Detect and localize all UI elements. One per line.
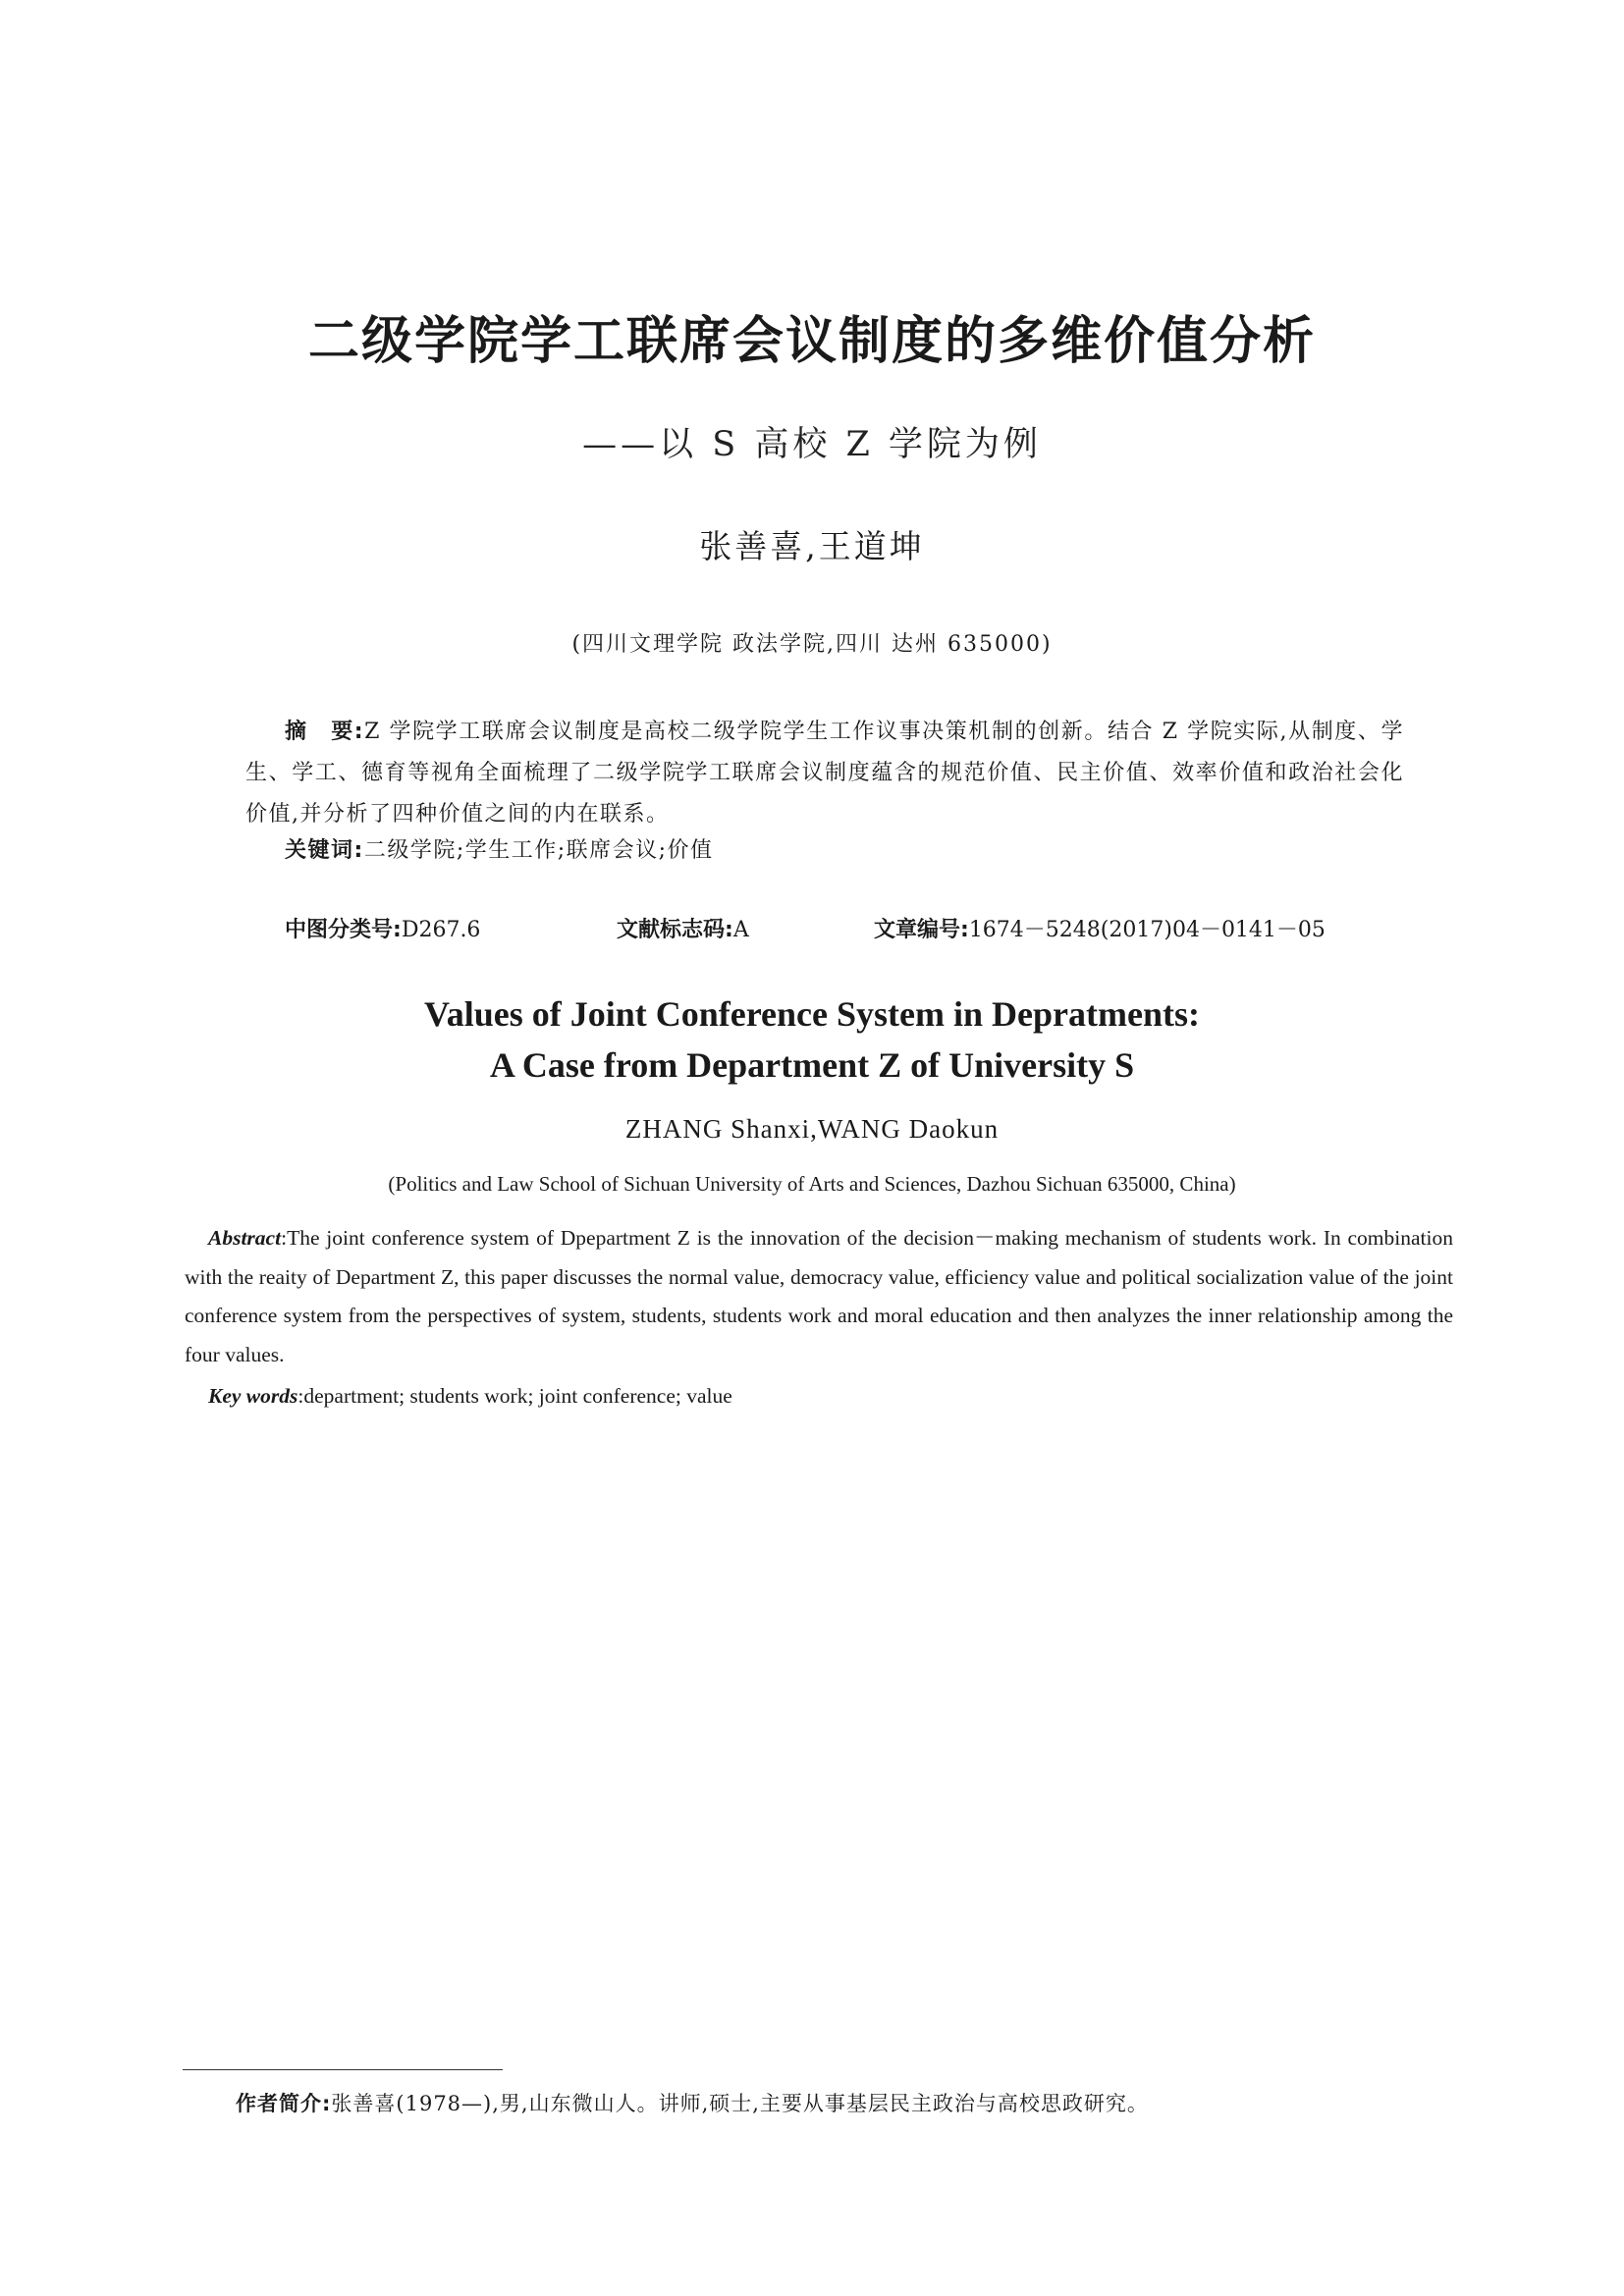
paper-title-en-line2: A Case from Department Z of University S bbox=[489, 1045, 1135, 1085]
keywords-en-label: Key words bbox=[208, 1384, 298, 1408]
keywords-cn-text: 二级学院;学生工作;联席会议;价值 bbox=[363, 838, 714, 863]
keywords-en-text: department; students work; joint conference; value bbox=[303, 1384, 732, 1408]
document-code bbox=[617, 911, 749, 950]
paper-title-en-line1: Values of Joint Conference System in Depratments: bbox=[424, 994, 1200, 1034]
doc-code-value: A bbox=[732, 918, 749, 942]
paper-subtitle-cn: ——以 S 高校 Z 学院为例 bbox=[582, 425, 1042, 464]
authors-en: ZHANG Shanxi,WANG Daokun bbox=[624, 1114, 1000, 1144]
abstract-cn-label: 摘 要: bbox=[285, 720, 365, 744]
keywords-en: Key words:department; students work; joint conference; value bbox=[208, 1384, 732, 1408]
paper-title-cn: 二级学院学工联席会议制度的多维价值分析 bbox=[307, 312, 1316, 371]
affiliation-en: (Politics and Law School of Sichuan University of Arts and Sciences, Dazhou Sichuan 635000, China) bbox=[388, 1172, 1236, 1196]
author-footnote bbox=[236, 2087, 1149, 2120]
footnote-divider bbox=[183, 2069, 503, 2070]
abstract-cn bbox=[245, 712, 1404, 835]
article-number bbox=[874, 911, 1326, 950]
affiliation-cn: (四川文理学院 政法学院,四川 达州 635000) bbox=[571, 632, 1053, 657]
abstract-cn-text: Z 学院学工联席会议制度是高校二级学院学生工作议事决策机制的创新。结合 Z 学院实际,从制度、学生、学工、德育等视角全面梳理了二级学院学工联席会议制度蕴含的规范价值、民主价值、效率价值和政治社会化价值,并分析了四种价值之间的内在联系。 bbox=[245, 720, 1404, 827]
footnote-label: 作者简介: bbox=[236, 2092, 332, 2115]
footnote-text: 张善喜(1978—),男,山东微山人。讲师,硕士,主要从事基层民主政治与高校思政研究。 bbox=[331, 2092, 1149, 2115]
abstract-en-label: Abstract bbox=[208, 1226, 282, 1250]
clc-label: 中图分类号: bbox=[285, 918, 402, 942]
clc-value: D267.6 bbox=[401, 918, 481, 942]
abstract-en: Abstract:The joint conference system of Dpepartment Z is the innovation of the decision－making mechanism of students work. In combination with the reaity of Department Z, this paper discusses the normal value, democracy value, efficiency value and political socialization value of the joint conference system from the perspectives of system, students, students work and moral education and then analyzes the inner relationship among the four values. bbox=[185, 1226, 1453, 1366]
keywords-cn-label: 关键词: bbox=[285, 838, 364, 863]
doc-code-label: 文献标志码: bbox=[617, 918, 733, 942]
article-no-label: 文章编号: bbox=[874, 918, 969, 942]
article-no-value: 1674－5248(2017)04－0141－05 bbox=[968, 918, 1326, 942]
authors-cn: 张善喜,王道坤 bbox=[699, 527, 925, 565]
abstract-en-text: The joint conference system of Dpepartment Z is the innovation of the decision－making mechanism of students work. In combination with the reaity of Department Z, this paper discusses the normal value, democracy value, efficiency value and political socialization value of the joint conference system from the perspectives of system, students, students work and moral education and then analyzes the inner relationship among the four values. bbox=[185, 1226, 1453, 1366]
keywords-cn bbox=[285, 830, 714, 872]
clc-number bbox=[285, 911, 480, 950]
